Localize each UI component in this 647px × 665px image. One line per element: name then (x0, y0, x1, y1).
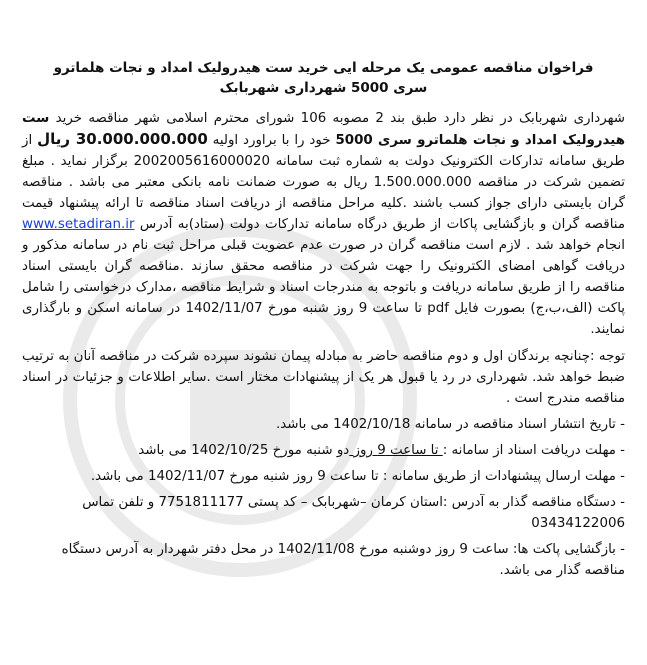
setad-link[interactable]: www.setadiran.ir (22, 217, 135, 232)
para-estimate-label: خود را با براورد اولیه (212, 133, 331, 148)
item-name: ست هیدرولیک امداد و نجات هلماترو سری 5000 (22, 111, 625, 148)
item-text: - مهلت دریافت اسناد از سامانه : (442, 443, 625, 458)
para-details: از طریق سامانه تدارکات الکترونیک دولت به شماره ثبت سامانه 2002005616000020 برگزار نماید . مبلغ تضمین شرکت در مناقصه 1.500.000.000 ریال به صورت ضمانت نامه بانکی معتبر می باشد . مناقصه گران بایستی دارای جواز کسب باشند .کلیه مراحل مناقصه از دریافت اسناد مناقصه تا ارائه پیشنهاد قیمت مناقصه گران و بازگشایی پاکات از طریق درگاه سامانه تدارکات دولت (ستاد)به آدرس (22, 133, 625, 232)
list-item-address (22, 492, 625, 534)
item-text: - تاریخ انتشار اسناد مناقصه در سامانه 1402/10/18 می باشد. (275, 417, 625, 432)
list-item-publish-date (22, 414, 625, 435)
item-text-end: دو شنبه مورخ 1402/10/25 می باشد (138, 443, 350, 458)
note-paragraph: توجه :چنانچه برندگان اول و دوم مناقصه حاضر به مبادله پیمان نشوند سپرده شرکت در مناقصه آنان به ترتیب ضبط خواهد شد. شهرداری در رد یا قبول هر یک از پیشنهادات مختار است .سایر اطلاعات و جزئیات در اسناد مناقصه مندرج است . (22, 349, 625, 406)
para-intro: شهرداری شهربابک در نظر دارد طبق بند 2 مصوبه 106 شورای محترم اسلامی شهر مناقصه خرید (55, 111, 625, 126)
item-text: - مهلت ارسال پیشنهادات از طریق سامانه : تا ساعت 9 روز شنبه مورخ 1402/11/07 می باشد. (90, 469, 625, 484)
list-item-doc-deadline (22, 440, 625, 461)
list-item-opening (22, 539, 625, 581)
document-title: فراخوان مناقصه عمومی یک مرحله ایی خرید ست هیدرولیک امداد و نجات هلماترو سری 5000 شهرداری شهربابک (53, 60, 594, 96)
estimate-amount: 30.000.000.000 ریال (37, 130, 208, 148)
para-requirements: انجام خواهد شد . لازم است مناقصه گران در صورت عدم عضویت قبلی مراحل ثبت نام در سامانه مذکور و دریافت گواهی امضای الکترونیک را جهت شرکت در مناقصه محقق سازند .مناقصه گران بایستی اسناد مناقصه را از طریق سامانه دریافت و باتوجه به مندرجات اسناد و شرایط مناقصه ،مدارک درخواستی را شامل پاکت (الف،ب،ج) بصورت فایل pdf تا ساعت 9 روز شنبه مورخ 1402/11/07 در سامانه اسکن و بارگذاری نمایند. (22, 238, 626, 337)
main-paragraph (22, 108, 625, 340)
item-text: - دستگاه مناقصه گذار به آدرس :استان کرمان –شهربابک – کد پستی 7751811177 و تلفن تماس 03434122006 (82, 495, 625, 531)
item-text: - بازگشایی پاکت ها: ساعت 9 روز دوشنبه مورخ 1402/11/08 در محل دفتر شهردار به آدرس دستگاه مناقصه گذار می باشد. (61, 542, 625, 578)
item-underlined-time: تا ساعت 9 روز (349, 443, 443, 458)
list-item-submit-deadline (22, 466, 625, 487)
